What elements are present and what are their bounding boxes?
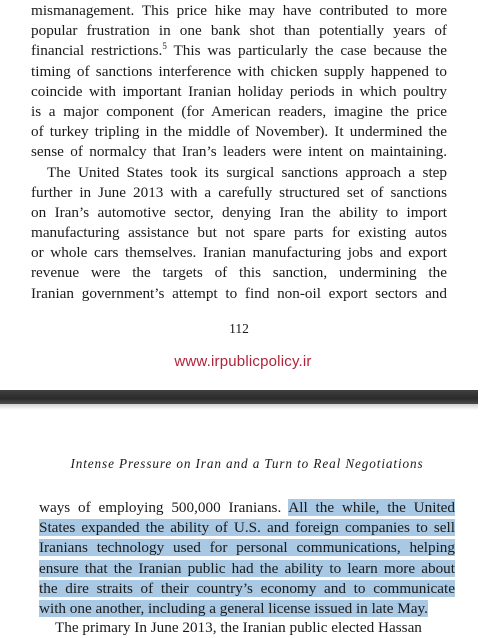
text-line xyxy=(39,498,455,518)
text-line xyxy=(39,599,455,619)
text-line: The United States took its surgical sanctions approach a step xyxy=(47,163,447,181)
text-line: on Iran’s automotive sector, denying Iran the ability to import xyxy=(31,203,447,221)
paragraph-communications xyxy=(39,498,455,619)
highlighted-text[interactable]: with one another, including a general license issued in late May. xyxy=(39,599,428,617)
text-line: popular frustration in one bank shot than potentially years of xyxy=(31,22,447,40)
page-divider xyxy=(0,390,478,404)
text-line: sense of normalcy that Iran’s leaders were intent on maintaining. xyxy=(31,143,447,161)
text-line: timing of sanctions interference with chicken supply happened to xyxy=(31,62,447,80)
text-fragment: financial restrictions. xyxy=(31,42,163,60)
text-line: mismanagement. This price hike may have contributed to more xyxy=(31,2,447,19)
text-line xyxy=(39,538,455,558)
text-line: further in June 2013 with a carefully structured set of sanctions xyxy=(31,183,447,201)
text-line: or whole cars themselves. Iranian manufacturing jobs and export xyxy=(31,244,447,262)
watermark-url[interactable]: www.irpublicpolicy.ir xyxy=(174,353,312,370)
paragraph-food-sanctions xyxy=(31,1,447,304)
text-fragment: The primary In June 2013, the Iranian public elected Hassan xyxy=(55,619,422,636)
text-line: Iranian government’s attempt to find non-oil export sectors and xyxy=(31,284,447,302)
text-fragment: ways of employing 500,000 Iranians. xyxy=(39,499,289,516)
page-number: 112 xyxy=(229,321,249,336)
cut-off-line xyxy=(39,618,455,636)
text-line: manufacturing assistance but not spare parts for existing autos xyxy=(31,224,447,242)
text-fragment: This was particularly the case because the xyxy=(166,42,447,60)
text-line xyxy=(39,518,455,538)
text-line xyxy=(39,579,455,599)
page-divider-shadow xyxy=(0,404,478,410)
highlighted-text[interactable]: States expanded the ability of U.S. and foreign companies to sell xyxy=(39,519,455,537)
highlighted-text[interactable]: the dire straits of their country’s economy and to communicate xyxy=(39,579,455,597)
text-line xyxy=(39,559,455,579)
text-line: revenue were the targets of this sanction, undermining the xyxy=(31,264,447,282)
text-line: of turkey tripling in the middle of November). It undermined the xyxy=(31,123,447,141)
text-line: is a major component (for American readers, imagine the price xyxy=(31,102,447,120)
highlighted-text[interactable]: ensure that the Iranian public had the ability to learn more about xyxy=(39,559,455,577)
highlighted-text[interactable]: Iranians technology used for personal communications, helping xyxy=(39,539,455,557)
highlighted-text[interactable]: All the while, the United xyxy=(288,499,456,516)
text-line: coincide with important Iranian holiday periods in which poultry xyxy=(31,82,447,100)
text-line xyxy=(31,41,447,61)
footnote-marker[interactable]: 5 xyxy=(162,41,167,52)
running-head: Intense Pressure on Iran and a Turn to Real Negotiations xyxy=(70,456,424,471)
